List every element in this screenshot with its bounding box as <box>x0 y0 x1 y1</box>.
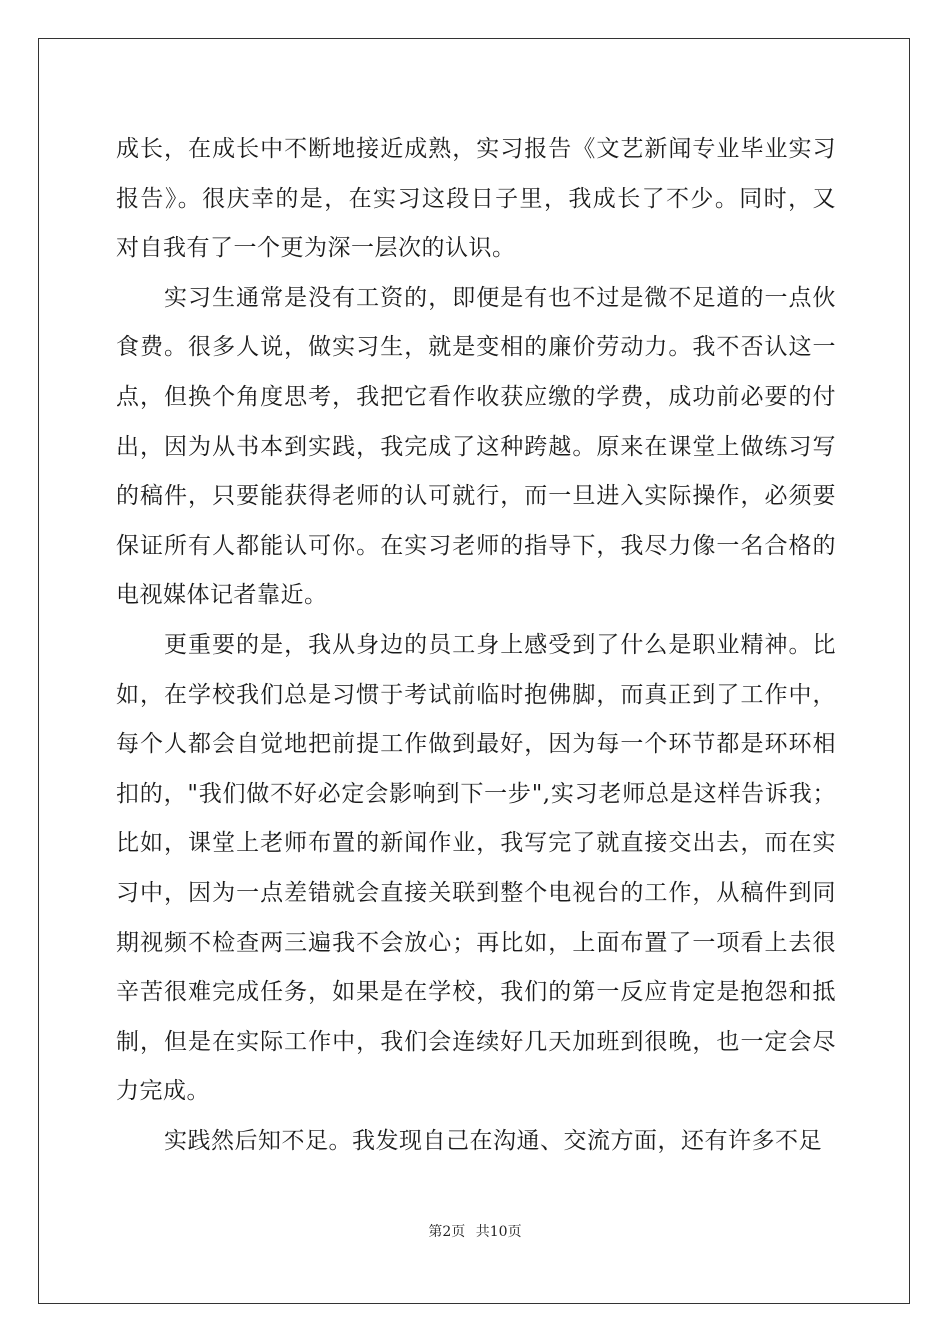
text-line: 每个人都会自觉地把前提工作做到最好，因为每一个环节都是环环相 <box>116 731 836 758</box>
paragraph-first-line: 实习生通常是没有工资的，即便是有也不过是微不足道的一点伙 <box>164 284 836 311</box>
text-line: 保证所有人都能认可你。在实习老师的指导下，我尽力像一名合格的 <box>116 532 836 559</box>
total-pages: 共10页 <box>475 1224 522 1240</box>
paragraph-first-line: 实践然后知不足。我发现自己在沟通、交流方面，还有许多不足 <box>164 1127 822 1154</box>
text-line: 习中，因为一点差错就会直接关联到整个电视台的工作，从稿件到同 <box>116 879 836 906</box>
page-footer <box>0 1221 950 1241</box>
text-line: 报告》。很庆幸的是，在实习这段日子里，我成长了不少。同时，又 <box>116 185 836 212</box>
paragraph-first-line: 更重要的是，我从身边的员工身上感受到了什么是职业精神。比 <box>164 631 836 658</box>
text-line: 成长，在成长中不断地接近成熟，实习报告《文艺新闻专业毕业实习 <box>116 136 836 162</box>
text-line: 辛苦很难完成任务，如果是在学校，我们的第一反应肯定是抱怨和抵 <box>116 979 836 1006</box>
text-line: 对自我有了一个更为深一层次的认识。 <box>116 235 516 262</box>
text-line: 点，但换个角度思考，我把它看作收获应缴的学费，成功前必要的付 <box>116 383 836 410</box>
page-number: 第2页 <box>428 1224 466 1240</box>
text-line: 食费。很多人说，做实习生，就是变相的廉价劳动力。我不否认这一 <box>116 334 836 361</box>
text-line: 扣的，"我们做不好必定会影响到下一步",实习老师总是这样告诉我； <box>116 780 836 807</box>
text-line: 制，但是在实际工作中，我们会连续好几天加班到很晚，也一定会尽 <box>116 1028 836 1055</box>
text-line: 比如，课堂上老师布置的新闻作业，我写完了就直接交出去，而在实 <box>116 830 836 857</box>
text-line: 出，因为从书本到实践，我完成了这种跨越。原来在课堂上做练习写 <box>116 433 836 460</box>
text-line: 如，在学校我们总是习惯于考试前临时抱佛脚，而真正到了工作中， <box>116 681 836 708</box>
text-line: 电视媒体记者靠近。 <box>116 582 328 609</box>
text-line: 期视频不检查两三遍我不会放心；再比如，上面布置了一项看上去很 <box>116 929 836 956</box>
text-line: 的稿件，只要能获得老师的认可就行，而一旦进入实际操作，必须要 <box>116 483 836 510</box>
text-line: 力完成。 <box>116 1078 210 1105</box>
document-body <box>116 125 836 1166</box>
